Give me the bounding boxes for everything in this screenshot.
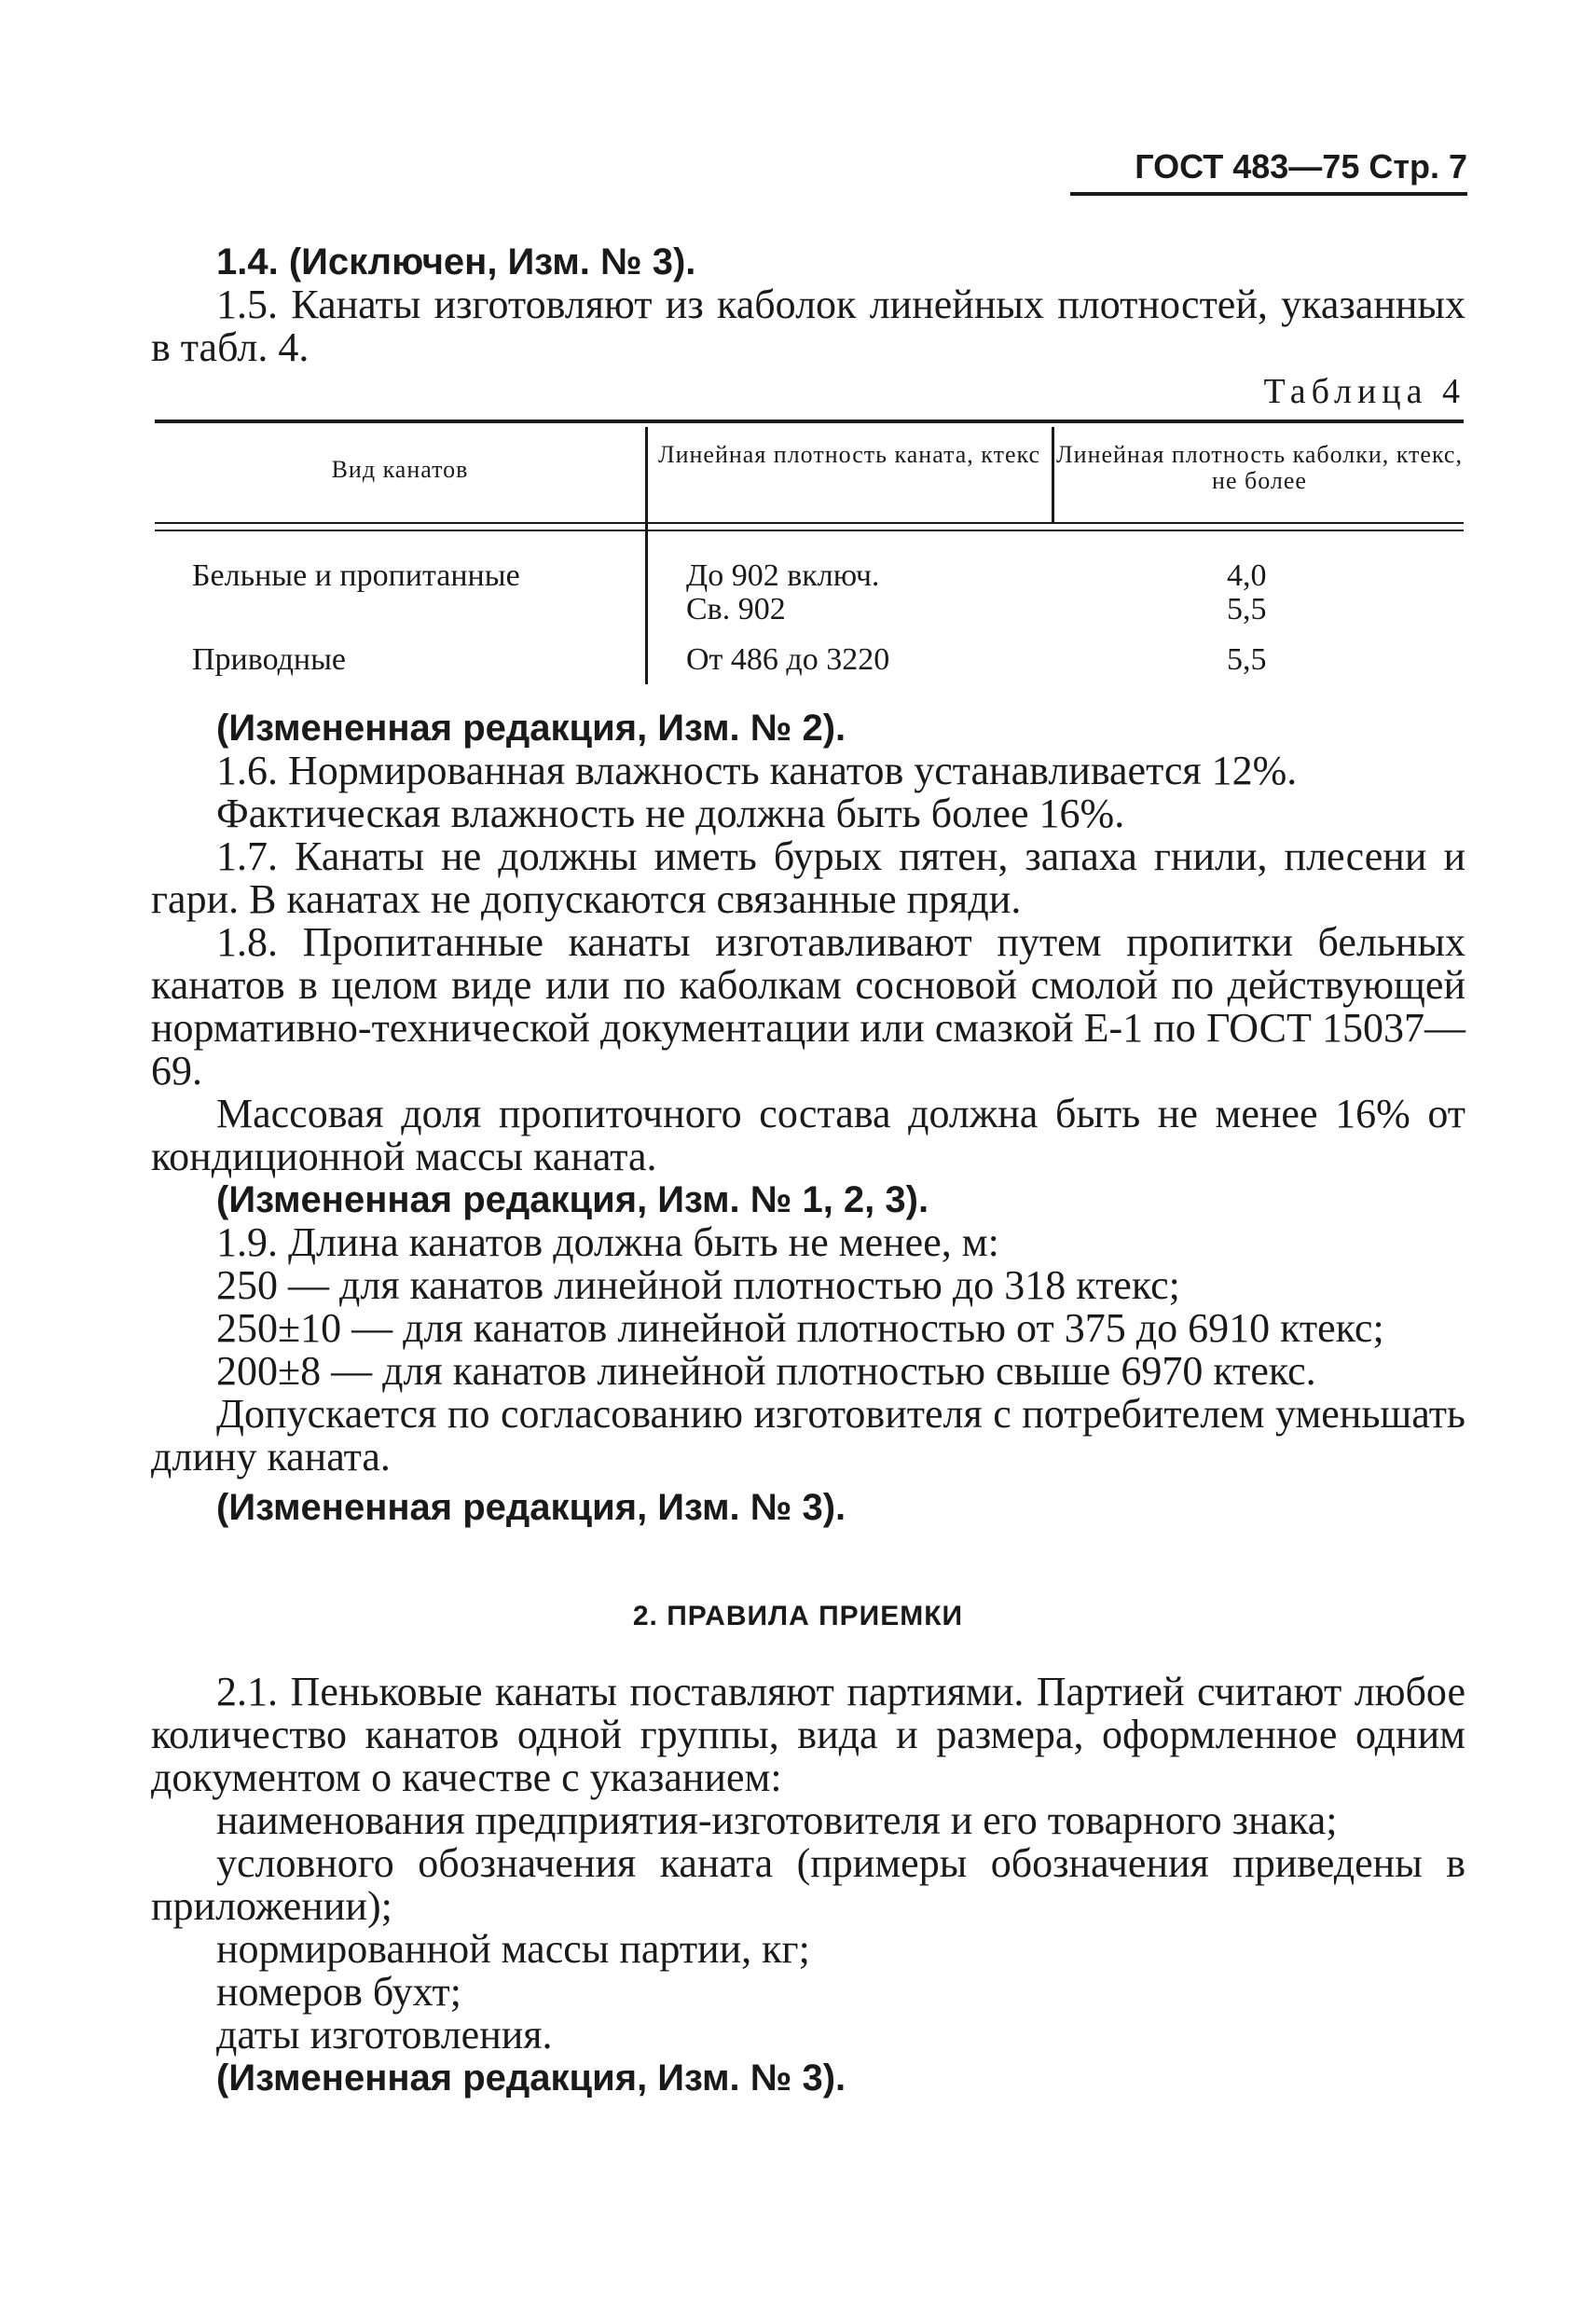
length-item-1: 250 — для канатов линейной плотностью до 318 ктекс; — [216, 1262, 1180, 1308]
table-cell-strand-2: 5,5 — [1227, 592, 1267, 626]
length-item-3: 200±8 — для канатов линейной плотностью свыше 6970 ктекс. — [216, 1348, 1316, 1394]
clause-1-5: 1.5. Канаты изготовляют из каболок линейных плотностей, указанных в табл. 4. — [151, 282, 1465, 370]
clause-1-8: 1.8. Пропитанные канаты изготавливают путем пропитки бельных канатов в целом виде или по каболкам сосновой смолой по действующей нормативно-технической документации или смазкой Е-1 по ГОСТ 15037—69. — [151, 919, 1465, 1094]
table-cell-density-3: От 486 до 3220 — [686, 642, 890, 677]
clause-1-8-mass: Массовая доля пропиточного состава должна быть не менее 16% от кондиционной массы каната. — [151, 1091, 1465, 1179]
table-header-strand-density: Линейная плотность каболки, ктекс, не более — [1056, 441, 1463, 494]
top-block — [151, 241, 1465, 369]
table-caption: Таблица 4 — [1263, 372, 1465, 411]
clause-1-6-actual: Фактическая влажность не должна быть более 16%. — [216, 791, 1125, 836]
edit-note-3b: (Измененная редакция, Изм. № 3). — [216, 2057, 846, 2099]
table-header-type: Вид канатов — [331, 456, 469, 483]
doc-item-4: номеров бухт; — [216, 1969, 461, 2015]
table-cell-type-1: Бельные и пропитанные — [192, 558, 520, 593]
doc-item-2: условного обозначения каната (примеры обозначения приведены в приложении); — [151, 1840, 1465, 1929]
clause-1-4: 1.4. (Исключен, Изм. № 3). — [216, 241, 696, 282]
table-header-rule — [155, 522, 1464, 524]
clause-2-1: 2.1. Пеньковые канаты поставляют партиями. Партией считают любое количество канатов одной группы, вида и размера, оформленное одним документом о качестве с указанием: — [151, 1669, 1465, 1800]
table-4 — [155, 420, 1464, 686]
table-cell-density-2: Св. 902 — [686, 592, 786, 626]
doc-item-3: нормированной массы партии, кг; — [216, 1926, 810, 1972]
clause-1-6: 1.6. Нормированная влажность канатов устанавливается 12%. — [216, 748, 1298, 793]
clause-1-7: 1.7. Канаты не должны иметь бурых пятен, запаха гнили, плесени и гари. В канатах не допускаются связанные пряди. — [151, 833, 1465, 922]
section-2-block — [151, 1671, 1465, 2099]
doc-item-1: наименования предприятия-изготовителя и его товарного знака; — [216, 1797, 1338, 1843]
doc-item-5: даты изготовления. — [216, 2012, 553, 2057]
clause-1-9: 1.9. Длина канатов должна быть не менее, м: — [216, 1219, 999, 1265]
edit-note-1-2-3: (Измененная редакция, Изм. № 1, 2, 3). — [216, 1179, 929, 1220]
length-item-2: 250±10 — для канатов линейной плотностью от 375 до 6910 ктекс; — [216, 1305, 1384, 1351]
table-cell-density-1: До 902 включ. — [686, 558, 880, 593]
table-cell-strand-3: 5,5 — [1227, 642, 1267, 677]
table-top-rule — [155, 420, 1464, 423]
edit-note-2: (Измененная редакция, Изм. № 2). — [216, 708, 846, 749]
table-header-rule-2 — [155, 530, 1464, 531]
table-col-divider-1 — [645, 427, 648, 684]
edit-note-3a: (Измененная редакция, Изм. № 3). — [216, 1487, 846, 1528]
table-cell-strand-1: 4,0 — [1227, 558, 1267, 593]
header-rule — [1070, 192, 1467, 196]
table-cell-type-3: Приводные — [192, 642, 347, 677]
section-2-title: 2. ПРАВИЛА ПРИЕМКИ — [632, 1601, 964, 1631]
length-item-4: Допускается по согласованию изготовителя с потребителем уменьшать длину каната. — [151, 1391, 1465, 1479]
table-header-rope-density: Линейная плотность каната, ктекс — [657, 441, 1041, 468]
page-header: ГОСТ 483—75 Стр. 7 — [1135, 147, 1467, 186]
table-col-divider-2 — [1052, 427, 1054, 522]
clauses-block — [151, 707, 1465, 1529]
